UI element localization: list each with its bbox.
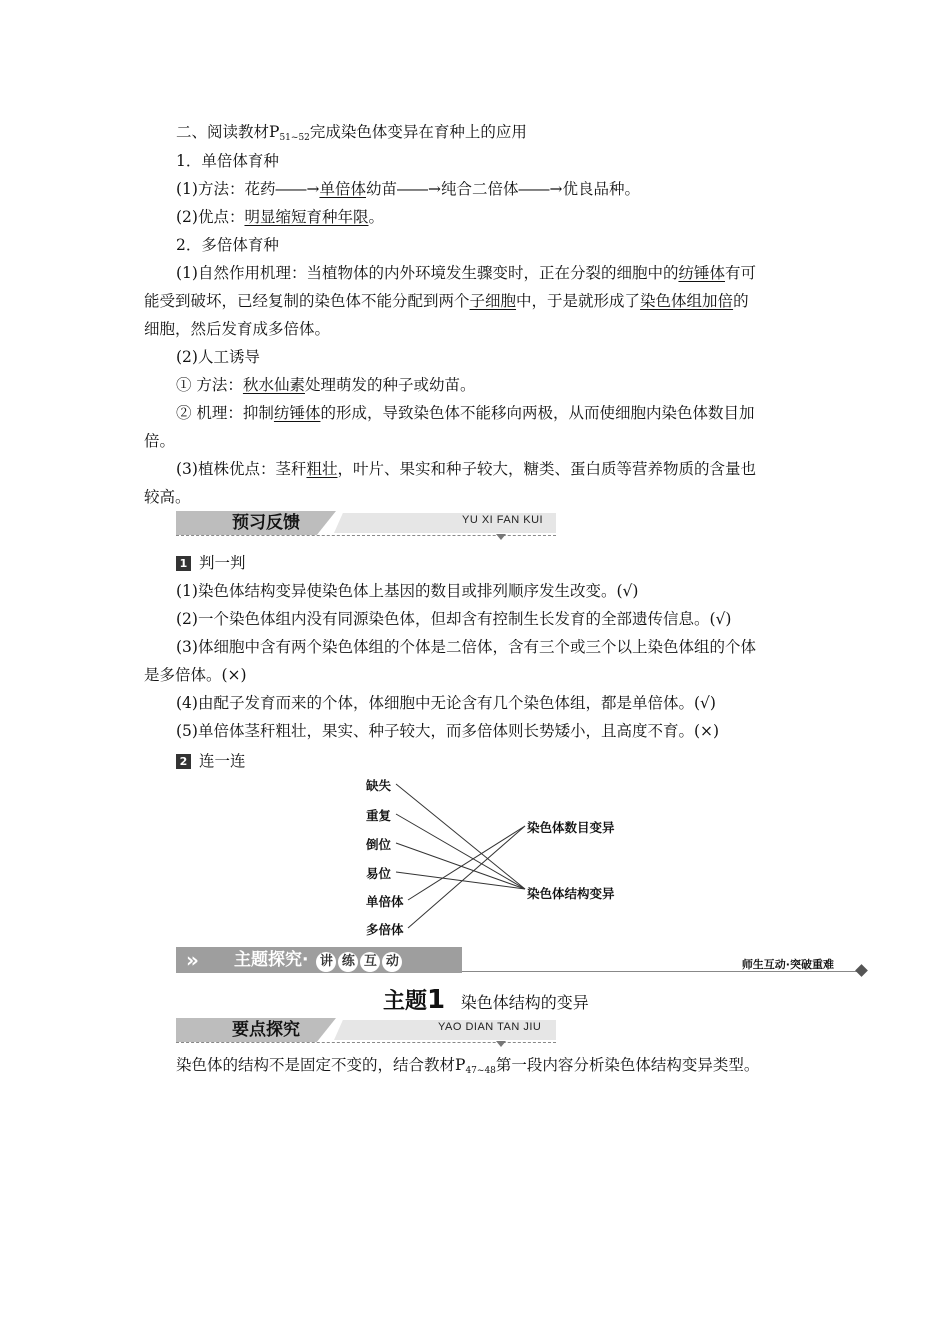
judge-item: (4)由配子发育而来的个体，体细胞中无论含有几个染色体组，都是单倍体。(√) [176,694,716,712]
haploid-advantage: (2)优点：明显缩短育种年限。 [176,208,384,226]
polyploid-title: 2．多倍体育种 [176,236,279,254]
judge-item: (3)体细胞中含有两个染色体组的个体是二倍体，含有三个或三个以上染色体组的个体 [176,638,756,656]
left-item-haploid: 单倍体 [366,894,404,909]
match-line [396,814,525,889]
left-item-translocation: 易位 [366,866,392,881]
match-line [396,784,525,889]
diamond-icon [855,964,868,977]
match-line [408,826,525,900]
judge-item: (2)一个染色体组内没有同源染色体，但却含有控制生长发育的全部遗传信息。(√) [176,610,732,628]
right-item-structure: 染色体结构变异 [527,886,615,901]
match-line [396,872,525,889]
judge-item: (5)单倍体茎秆粗壮，果实、种子较大，而多倍体则长势矮小，且高度不育。(×) [176,722,720,740]
judge-item: 是多倍体。(×) [144,666,247,684]
left-item-deletion: 缺失 [366,778,392,793]
artificial-mechanism: ② 机理：抑制纺锤体的形成，导致染色体不能移向两极，从而使细胞内染色体数目加 [176,404,755,422]
double-chevron-icon: » [186,948,199,972]
preview-feedback-banner: 预习反馈 YU XI FAN KUI [176,511,556,535]
key-points-banner: 要点探究 YAO DIAN TAN JIU [176,1018,556,1042]
topic-heading: 主题1 染色体结构的变异 [383,985,589,1015]
main-banner-title: 主题探究· 讲 练 互 动 [234,947,402,973]
connect-badge: 2 [176,754,191,769]
judge-heading: 1 判一判 [176,552,246,574]
judge-badge: 1 [176,556,191,571]
left-item-polyploid: 多倍体 [366,922,404,937]
left-item-inversion: 倒位 [366,837,392,852]
plant-advantage-2: 较高。 [144,488,191,506]
judge-item: (1)染色体结构变异使染色体上基因的数目或排列顺序发生改变。(√) [176,582,639,600]
final-text: 染色体的结构不是固定不变的，结合教材P47~48第一段内容分析染色体结构变异类型。 [176,1056,760,1076]
main-topic-banner [176,947,866,975]
polyploid-natural-3: 细胞，然后发育成多倍体。 [144,320,331,338]
main-banner-right: 师生互动·突破重难 [741,958,834,971]
section-heading: 二、阅读教材P51~52完成染色体变异在育种上的应用 [176,123,527,143]
artificial-mechanism-2: 倍。 [144,432,176,450]
right-item-number: 染色体数目变异 [527,820,615,835]
left-item-duplication: 重复 [366,808,392,823]
plant-advantage: (3)植株优点：茎秆粗壮，叶片、果实和种子较大，糖类、蛋白质等营养物质的含量也 [176,460,756,478]
polyploid-natural-2: 能受到破坏，已经复制的染色体不能分配到两个子细胞中，于是就形成了染色体组加倍的 [144,292,749,310]
connect-heading: 2 连一连 [176,750,246,772]
haploid-method: (1)方法：花药――→单倍体幼苗――→纯合二倍体――→优良品种。 [176,180,641,198]
haploid-title: 1．单倍体育种 [176,152,279,170]
artificial-title: (2)人工诱导 [176,348,260,366]
polyploid-natural-1: (1)自然作用机理：当植物体的内外环境发生骤变时，正在分裂的细胞中的纺锤体有可 [176,264,756,282]
artificial-method: ① 方法：秋水仙素处理萌发的种子或幼苗。 [176,376,476,394]
